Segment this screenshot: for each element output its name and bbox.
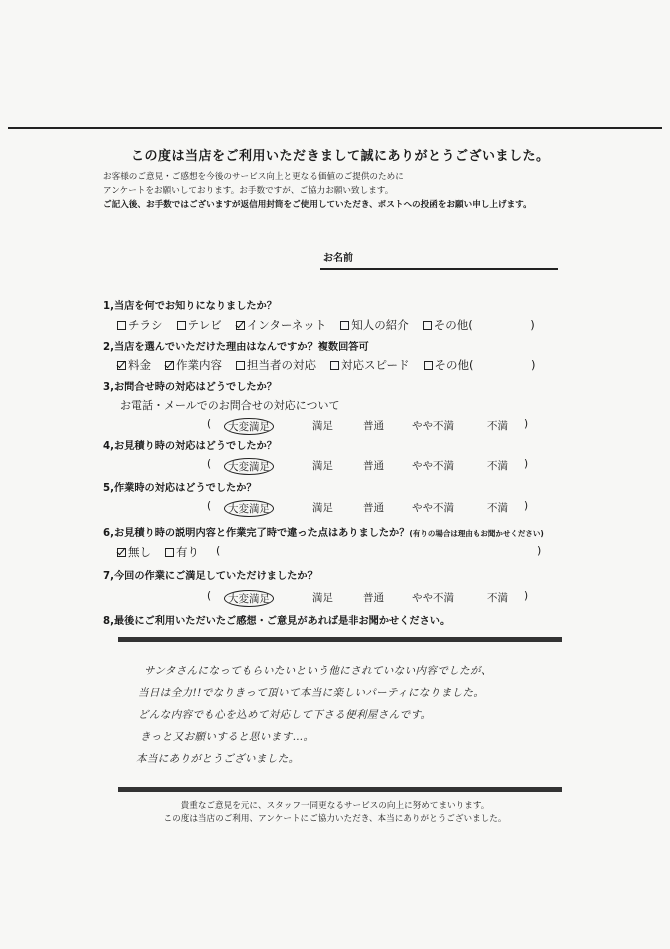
intro-line-1: お客様のご意見・ご感想を今後のサービス向上と更なる価値のご提供のために xyxy=(103,172,404,182)
q6-paren-close: ) xyxy=(537,544,542,557)
q5-level-dissatisfied[interactable]: 不満 xyxy=(487,502,508,514)
q3-sub: お電話・メールでのお問合せの対応について xyxy=(120,399,340,412)
q2-option-work[interactable]: 作業内容 xyxy=(165,357,222,373)
checkbox[interactable] xyxy=(177,321,186,330)
checkbox-checked[interactable] xyxy=(117,361,126,370)
q7-label: 7,今回の作業にご満足していただけましたか？ xyxy=(103,571,318,582)
q5-level-somewhat-dissatisfied[interactable]: やや不満 xyxy=(412,502,454,514)
q3-level-satisfied[interactable]: 満足 xyxy=(312,420,333,432)
q7-level-somewhat-dissatisfied[interactable]: やや不満 xyxy=(412,592,454,604)
q4-level-satisfied[interactable]: 満足 xyxy=(312,460,333,472)
comment-line-2: 当日は全力!!でなりきって頂いて本当に楽しいパーティになりました。 xyxy=(138,687,485,699)
checkbox[interactable] xyxy=(423,321,432,330)
q7-level-satisfied[interactable]: 満足 xyxy=(312,592,333,604)
intro-line-2: アンケートをお願いしております。お手数ですが、ご協力お願い致します。 xyxy=(103,186,394,196)
q6-label: 6,お見積り時の説明内容と作業完了時で違った点はありましたか？(有りの場合は理由もお聞かせください) xyxy=(103,528,544,539)
checkbox-checked[interactable] xyxy=(165,361,174,370)
q1-option-tv[interactable]: テレビ xyxy=(177,317,222,333)
footer-line-1: 貴重なご意見を元に、スタッフ一同更なるサービスの向上に努めてまいります。 xyxy=(180,801,490,811)
scale-close: ) xyxy=(524,458,529,470)
q1-option-other[interactable]: その他( ) xyxy=(423,317,535,333)
q4-level-somewhat-dissatisfied[interactable]: やや不満 xyxy=(412,460,454,472)
q1-options xyxy=(117,317,549,333)
q4-label: 4,お見積り時の対応はどうでしたか？ xyxy=(103,441,277,452)
q7-scale xyxy=(0,590,670,606)
name-field-line[interactable] xyxy=(320,268,558,270)
q5-scale xyxy=(0,500,670,516)
scale-open: ( xyxy=(207,458,212,470)
q5-level-satisfied[interactable]: 満足 xyxy=(312,502,333,514)
q1-option-flyer[interactable]: チラシ xyxy=(117,317,163,333)
scale-close: ) xyxy=(524,500,529,512)
checkbox[interactable] xyxy=(165,548,174,557)
top-divider xyxy=(8,127,662,129)
checkbox[interactable] xyxy=(330,361,339,370)
q2-label: 2,当店を選んでいただけた理由はなんですか？複数回答可 xyxy=(103,342,369,353)
checkbox-checked[interactable] xyxy=(236,321,245,330)
q3-level-very-satisfied[interactable]: 大変満足 xyxy=(224,418,274,435)
scale-close: ) xyxy=(524,590,529,602)
q3-label: 3,お問合せ時の対応はどうでしたか？ xyxy=(103,382,277,393)
q6-options xyxy=(117,544,207,560)
scale-open: ( xyxy=(207,418,212,430)
scale-open: ( xyxy=(207,500,212,512)
comment-line-5: 本当にありがとうございました。 xyxy=(136,753,300,765)
page-title: この度は当店をご利用いただきまして誠にありがとうございました。 xyxy=(131,149,550,164)
checkbox[interactable] xyxy=(340,321,349,330)
q3-scale xyxy=(0,418,670,434)
q8-label: 8,最後にご利用いただいたご感想・ご意見があれば是非お聞かせください。 xyxy=(103,616,451,627)
comment-area[interactable] xyxy=(118,642,562,787)
comment-line-3: どんな内容でも心を込めて対応して下さる便利屋さんです。 xyxy=(138,709,432,721)
checkbox[interactable] xyxy=(236,361,245,370)
q7-level-neutral[interactable]: 普通 xyxy=(363,592,384,604)
q1-label: 1,当店を何でお知りになりましたか？ xyxy=(103,301,277,312)
comment-bottom-border xyxy=(118,787,562,792)
q4-level-neutral[interactable]: 普通 xyxy=(363,460,384,472)
scale-close: ) xyxy=(524,418,529,430)
comment-line-4: きっと又お願いすると思います…。 xyxy=(140,731,315,743)
checkbox[interactable] xyxy=(117,321,126,330)
q4-level-very-satisfied[interactable]: 大変満足 xyxy=(224,458,274,475)
footer-line-2: この度は当店のご利用、アンケートにご協力いただき、本当にありがとうございました。 xyxy=(163,814,507,824)
checkbox-checked[interactable] xyxy=(117,548,126,557)
q3-level-dissatisfied[interactable]: 不満 xyxy=(487,420,508,432)
q1-option-internet[interactable]: インターネット xyxy=(236,317,326,333)
q1-option-referral[interactable]: 知人の紹介 xyxy=(340,317,409,333)
q2-options xyxy=(117,357,550,373)
intro-line-3: ご記入後、お手数ではございますが返信用封筒をご使用していただき、ポストへの投函をお願い申し上げます。 xyxy=(103,200,532,210)
q5-level-neutral[interactable]: 普通 xyxy=(363,502,384,514)
q2-option-other[interactable]: その他( ) xyxy=(424,357,536,373)
q7-level-dissatisfied[interactable]: 不満 xyxy=(487,592,508,604)
q5-level-very-satisfied[interactable]: 大変満足 xyxy=(224,500,274,517)
q6-option-yes[interactable]: 有り xyxy=(165,544,199,560)
q3-level-neutral[interactable]: 普通 xyxy=(363,420,384,432)
q6-paren-open: ( xyxy=(216,544,221,557)
comment-line-1: サンタさんになってもらいたいという他にされていない内容でしたが、 xyxy=(144,665,492,677)
q2-option-speed[interactable]: 対応スピード xyxy=(330,357,410,373)
q2-option-price[interactable]: 料金 xyxy=(117,357,151,373)
q7-level-very-satisfied[interactable]: 大変満足 xyxy=(224,590,274,607)
q5-label: 5,作業時の対応はどうでしたか？ xyxy=(103,483,257,494)
scale-open: ( xyxy=(207,590,212,602)
checkbox[interactable] xyxy=(424,361,433,370)
name-label: お名前 xyxy=(323,253,353,264)
q2-option-staff[interactable]: 担当者の対応 xyxy=(236,357,316,373)
q4-level-dissatisfied[interactable]: 不満 xyxy=(487,460,508,472)
q3-level-somewhat-dissatisfied[interactable]: やや不満 xyxy=(412,420,454,432)
q6-option-none[interactable]: 無し xyxy=(117,544,151,560)
q4-scale xyxy=(0,458,670,474)
